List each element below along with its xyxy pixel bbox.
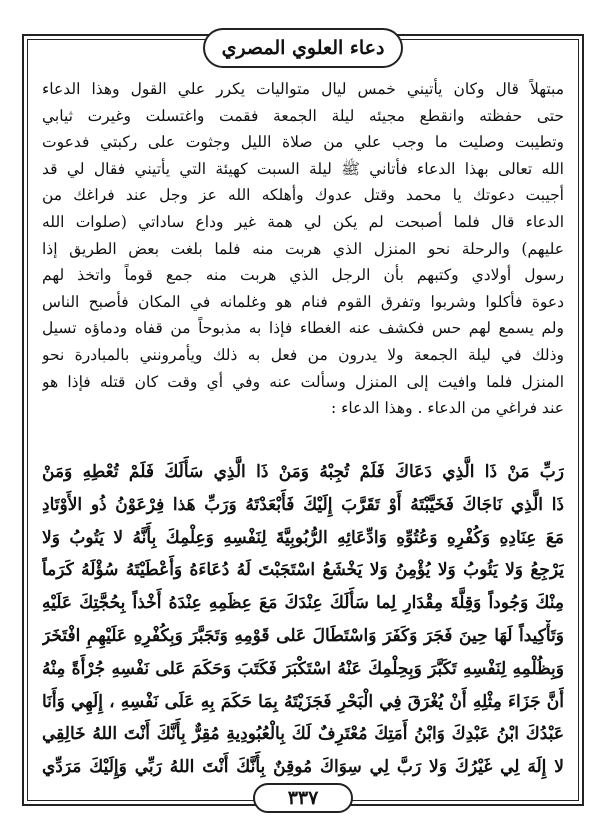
page-number: ٣٣٧: [253, 783, 353, 813]
dua-line: أَنَّ جَزَاءَ مِثْلِهِ أَنْ يُغْرَقَ فِي الْبَحْرِ فَجَزَيْتَهُ بِمَا حَكَمَ بِهِ عَلَى نَفْسِهِ ، إِلَهِي وَأَنَا: [42, 691, 564, 712]
dua-line: مَعَ عِنَادِهِ وَكُفْرِهِ وَعُتُوِّهِ وَادِّعَائِهِ الرُّبُوبِيَّةَ لِنَفْسِهِ وَعِلْمِكَ بِأَنَّهُ لا يَتُوبُ وَلا: [42, 527, 564, 548]
text-line: المنزل فلما وافيت إلى المنزل وسألت عنه وفي أي وقت كان قتله فإذا هو: [42, 372, 564, 391]
text-line: مبتهلاً قال وكان يأتيني خمس ليال متواليات يكرر علي القول وهذا الدعاء: [42, 80, 564, 98]
dua-line: لا إِلَهَ لِي غَيْرُكَ وَلا رَبَّ لِي سِوَاكَ مُوقِنٌ بِأَنَّكَ أَنْتَ اللهُ رَبِّي وَإِلَيْكَ مَرَدِّي: [42, 757, 564, 778]
text-line-last: عند فراغي من الدعاء . وهذا الدعاء :: [330, 399, 564, 418]
text-line: وذلك في ليلة الجمعة ولا يدرون من فعل به ذلك ويأمرونني بالمبادرة نحو: [42, 345, 564, 364]
text-line: أجيبت دعوتك يا محمد وقتل عدوك وأهلكه الله عز وجل عند فراغك من: [42, 186, 564, 205]
text-line: الله تعالى بهذا الدعاء فأتاني ﷺ ليلة السبت كهيئة التي يأتيني فقال لي قد: [42, 159, 564, 178]
dua-line: رَبِّ مَنْ ذَا الَّذِي دَعَاكَ فَلَمْ تُجِبْهُ وَمَنْ ذَا الَّذِي سَأَلَكَ فَلَمْ تُعْطِهِ وَمَنْ: [42, 462, 564, 482]
dua-line: وَتَأْكِيداً لَهَا حِينَ فَجَرَ وَكَفَرَ وَاسْتَطَالَ عَلى قَوْمِهِ وَتَجَبَّرَ وَبِكُفْرِهِ عَلَيْهِمِ افْتَخَرَ: [42, 625, 564, 646]
dua-line: ذَا الَّذِي نَاجَاكَ فَخَيَّبْتَهُ أَوْ تَقَرَّبَ إِلَيْكَ فَأَبْعَدْتَهُ وَرَبِّ هَذا فِرْعَوْنُ ذُو الأَوْتَادِ: [42, 494, 564, 515]
text-line: ولم يسمع لهم حس فكشف عنه الغطاء فإذا به مذبوحاً من قفاه ودماؤه تسيل: [42, 319, 564, 338]
dua-line: مِنْكَ وَجُوداً وَقِلَّةَ مِقْدَارِ لِما سَأَلَكَ عِنْدَكَ مَعَ عِظَمِهِ عِنْدَهُ أَخْذاً بِحُجَّتِكَ عَلَيْهِ: [42, 593, 564, 614]
text-line: عليهم) والرحلة نحو المنزل الذي هربت منه فلما بلغت بعض الطريق إذا: [42, 239, 564, 258]
text-line: حتى حفظته وانقطع مجيئه ليلة الجمعة فقمت واغتسلت وغيرت ثيابي: [42, 106, 564, 125]
page-title: دعاء العلوي المصري: [203, 28, 403, 68]
dua-line: يَرْجِعُ وَلا يَئُوبُ وَلا يُؤْمِنُ وَلا يَخْشَعُ اسْتَجَبْتَ لَهُ دُعَاءَهُ وَأَعْطَيْتَهُ سُؤْلَهُ كَرَماً: [42, 560, 564, 581]
dua-line: عَبْدُكَ ابْنُ عَبْدِكَ وَابْنُ أَمَتِكَ مُعْتَرِفٌ لَكَ بِالْعُبُودِيةِ مُقِرٌّ بِأَنَّكَ أَنْتَ اللهُ خَالِقِي: [42, 724, 564, 745]
body-text: [42, 76, 564, 422]
text-line: وتطيبت وصليت ما وجب علي من صلاة الليل وجثوت على ركبتي فدعوت: [42, 133, 564, 152]
text-line: دعوة فأكلوا وشربوا وتفرق القوم فنام هو وغلمانه في المكان فأصبح الناس: [42, 292, 564, 311]
dua-text: [42, 456, 564, 784]
text-line: الدعاء قال فلما أصبحت لم يكن لي همة غير وداع ساداتي (صلوات الله: [42, 212, 564, 231]
text-line: رسول أولادي وكتبهم بأن الرجل الذي هربت منه جمع قوماً واتخذ لهم: [42, 266, 564, 285]
dua-line: وَبِظُلْمِهِ لِنَفْسِهِ تَكَبَّرَ وَبِحِلْمِكَ عَنْهُ اسْتَكْبَرَ فَكَتَبَ وَحَكَمَ عَلى نَفْسِهِ جُرْأَةً مِنْهُ: [42, 658, 564, 679]
